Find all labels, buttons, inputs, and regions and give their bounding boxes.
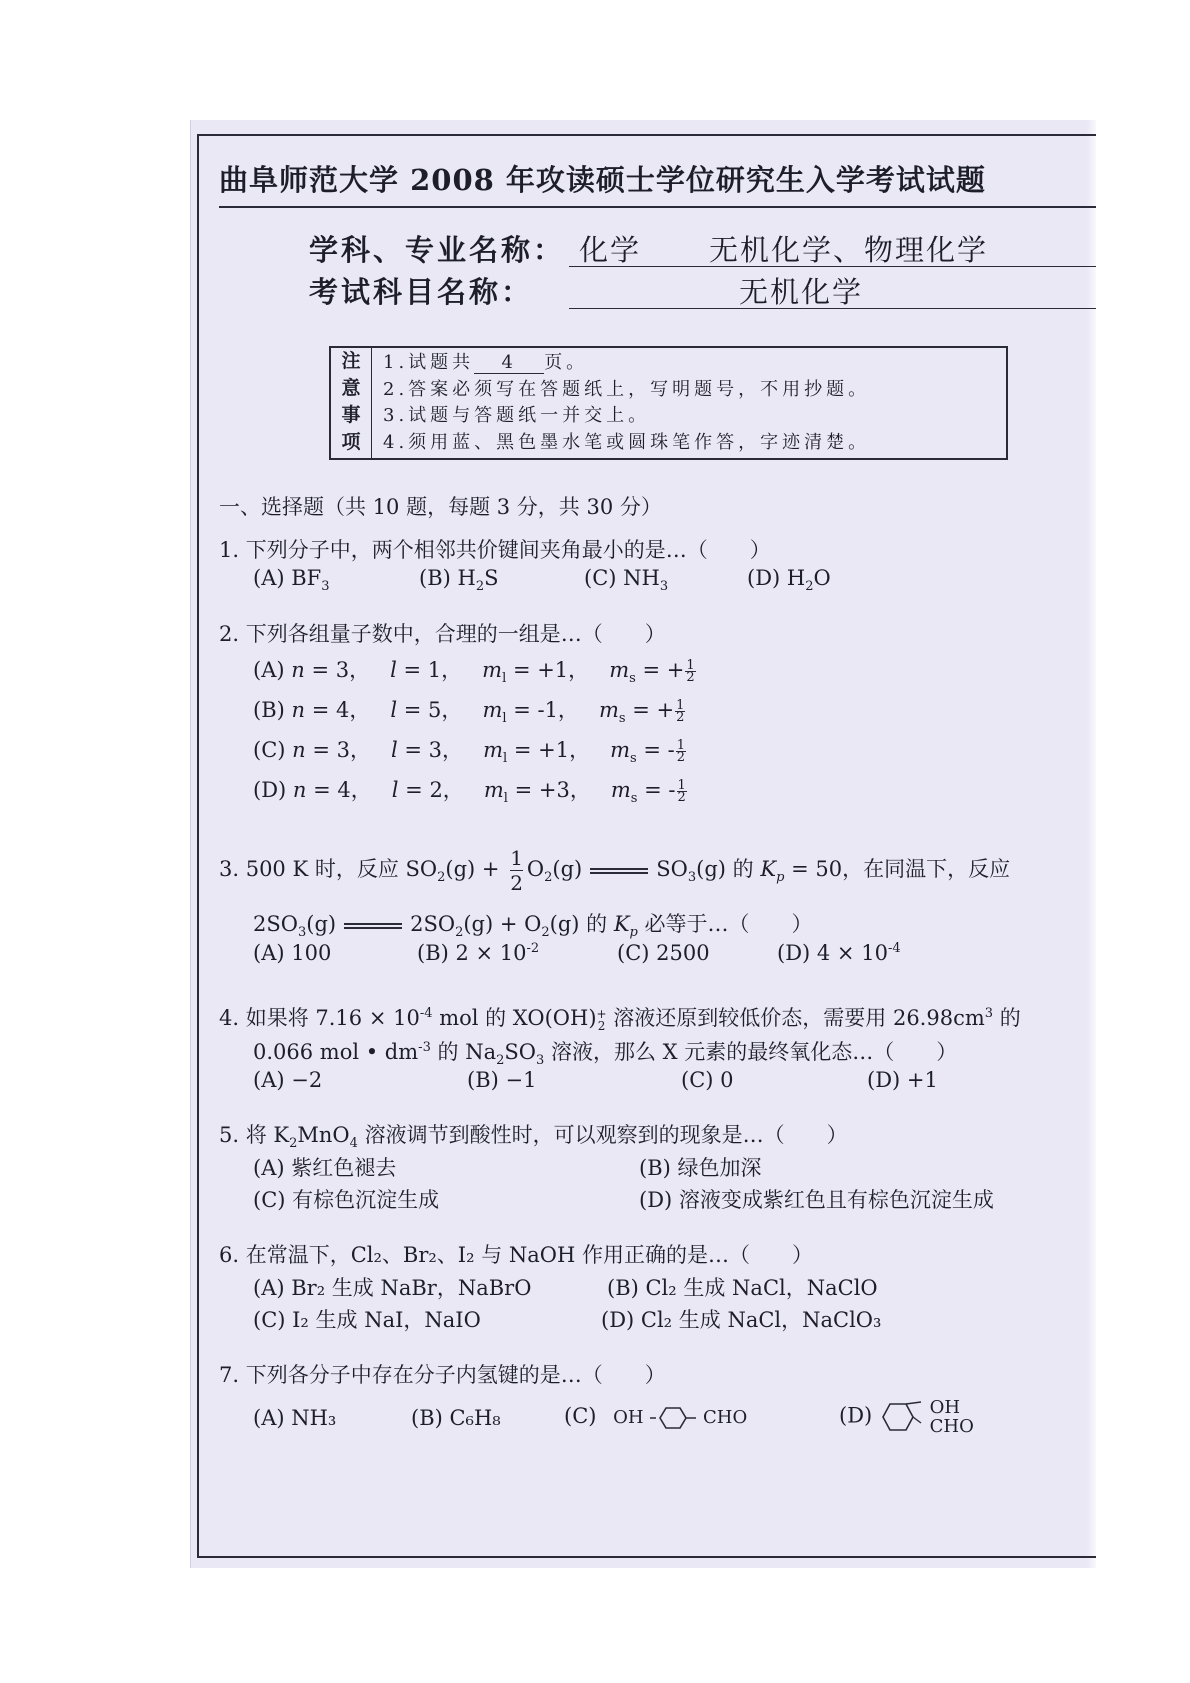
course-value [569, 270, 1096, 309]
question-1: 1. 下列分子中，两个相邻共价键间夹角最小的是…（ ） [219, 538, 771, 562]
question-6: 6. 在常温下，Cl₂、Br₂、I₂ 与 NaOH 作用正确的是…（ ） [219, 1243, 813, 1267]
scanned-page [190, 120, 1096, 1568]
q4-option-b: (B) −1 [467, 1068, 537, 1092]
q6-option-a: (A) Br₂ 生成 NaBr，NaBrO [253, 1276, 532, 1300]
q4-option-c: (C) 0 [681, 1068, 734, 1092]
notice-item-1: 1.试题共 4 页。 [383, 352, 589, 373]
q1-option-d: (D) $H_2O$ [747, 566, 831, 595]
q5-option-b: (B) 绿色加深 [639, 1156, 762, 1180]
q7-d-substituents: OH CHO [929, 1397, 974, 1437]
q5-option-a: (A) 紫红色褪去 [253, 1156, 397, 1180]
benzene-ring-ortho-icon [879, 1399, 923, 1435]
q7-option-c: (C) OH CHO [564, 1404, 747, 1431]
question-4-line2: 0.066 mol • $dm^{-3}$ 的 $Na_2SO_3$ 溶液，那么 X 元素的最终氧化态…（ ） [253, 1040, 958, 1069]
question-7: 7. 下列各分子中存在分子内氢键的是…（ ） [219, 1363, 666, 1387]
benzene-ring-icon [650, 1405, 696, 1431]
notice-label: 注 意 事 项 [331, 348, 372, 458]
question-4: 4. 如果将 $7.16 \times 10^{-4}$ mol 的 XO(OH) + 2 溶液还原到较低价态，需要用 $26.98cm^3$ 的 [219, 1006, 1021, 1033]
q7-option-a: (A) NH₃ [253, 1406, 337, 1430]
q1-option-c: (C) $NH_3$ [584, 566, 669, 595]
subject-label: 学科、专业名称： [309, 233, 566, 267]
subject-value-majors: 无机化学、物理化学 [709, 233, 989, 267]
question-2: 2. 下列各组量子数中，合理的一组是…（ ） [219, 622, 666, 646]
q6-option-c: (C) I₂ 生成 NaI，NaIO [253, 1308, 481, 1332]
q7-option-b: (B) C₆H₈ [411, 1406, 501, 1430]
q2-option-c: (C) n = 3， l = 3， $m_l = +1$， $m_s$ = - $\frac{1}{2}$ [253, 738, 686, 767]
question-3: 3. 500 K 时，反应 $SO_2(g)$ + $\frac{1}{2}$ $O_2(g)$ $SO_3(g)$ 的 $K_p = 50$，在同温下，反应 [219, 846, 1011, 895]
q4-option-d: (D) +1 [867, 1068, 938, 1092]
q4-option-a: (A) −2 [253, 1068, 323, 1092]
question-5: 5. 将 $K_2MnO_4$ 溶液调节到酸性时，可以观察到的现象是…（ ） [219, 1123, 848, 1152]
q7-option-d: (D) OH CHO [839, 1397, 974, 1437]
q3-option-c: (C) 2500 [617, 941, 710, 965]
course-label: 考试科目名称： [309, 275, 534, 309]
notice-item-4: 4.须用蓝、黑色墨水笔或圆珠笔作答，字迹清楚。 [383, 431, 871, 453]
notice-item-3: 3.试题与答题纸一并交上。 [383, 405, 651, 426]
course-value-text: 无机化学 [739, 275, 864, 309]
q5-option-d: (D) 溶液变成紫红色且有棕色沉淀生成 [639, 1188, 994, 1212]
subject-value [569, 228, 1096, 267]
q3-option-d: (D) $4 \times 10^{-4}$ [777, 941, 901, 965]
q5-option-c: (C) 有棕色沉淀生成 [253, 1188, 440, 1212]
q6-option-d: (D) Cl₂ 生成 NaCl，NaClO₃ [601, 1308, 882, 1332]
subject-value-chemistry: 化学 [579, 233, 642, 267]
title-rule [219, 206, 1096, 208]
q3-option-a: (A) 100 [253, 941, 332, 965]
notice-items [383, 350, 870, 456]
notice-box [329, 346, 1008, 460]
section-title: 一、选择题（共 10 题，每题 3 分，共 30 分） [219, 495, 662, 519]
exam-title: 曲阜师范大学 2008 年攻读硕士学位研究生入学考试试题 [219, 163, 986, 197]
q1-option-b: (B) $H_2S$ [419, 566, 499, 595]
q3-option-b: (B) $2 \times 10^{-2}$ [417, 941, 540, 965]
q1-option-a: (A) $BF_3$ [253, 566, 330, 595]
q2-option-a: (A) n = 3， l = 1， $m_l = +1$， $m_s$ = + $\frac{1}{2}$ [253, 658, 695, 687]
question-3-line2: $2SO_3(g) 2SO_2(g) + O_2(g)$ 的 $K_p$ 必等于…（ ） [253, 912, 813, 941]
exam-frame [197, 134, 1096, 1558]
q6-option-b: (B) Cl₂ 生成 NaCl，NaClO [607, 1276, 878, 1300]
q2-option-d: (D) n = 4， l = 2， $m_l = +3$， $m_s$ = - $\frac{1}{2}$ [253, 778, 686, 807]
notice-item-2: 2.答案必须写在答题纸上，写明题号，不用抄题。 [383, 378, 871, 400]
q2-option-b: (B) n = 4， l = 5， $m_l = -1$， $m_s$ = + $\frac{1}{2}$ [253, 698, 685, 727]
